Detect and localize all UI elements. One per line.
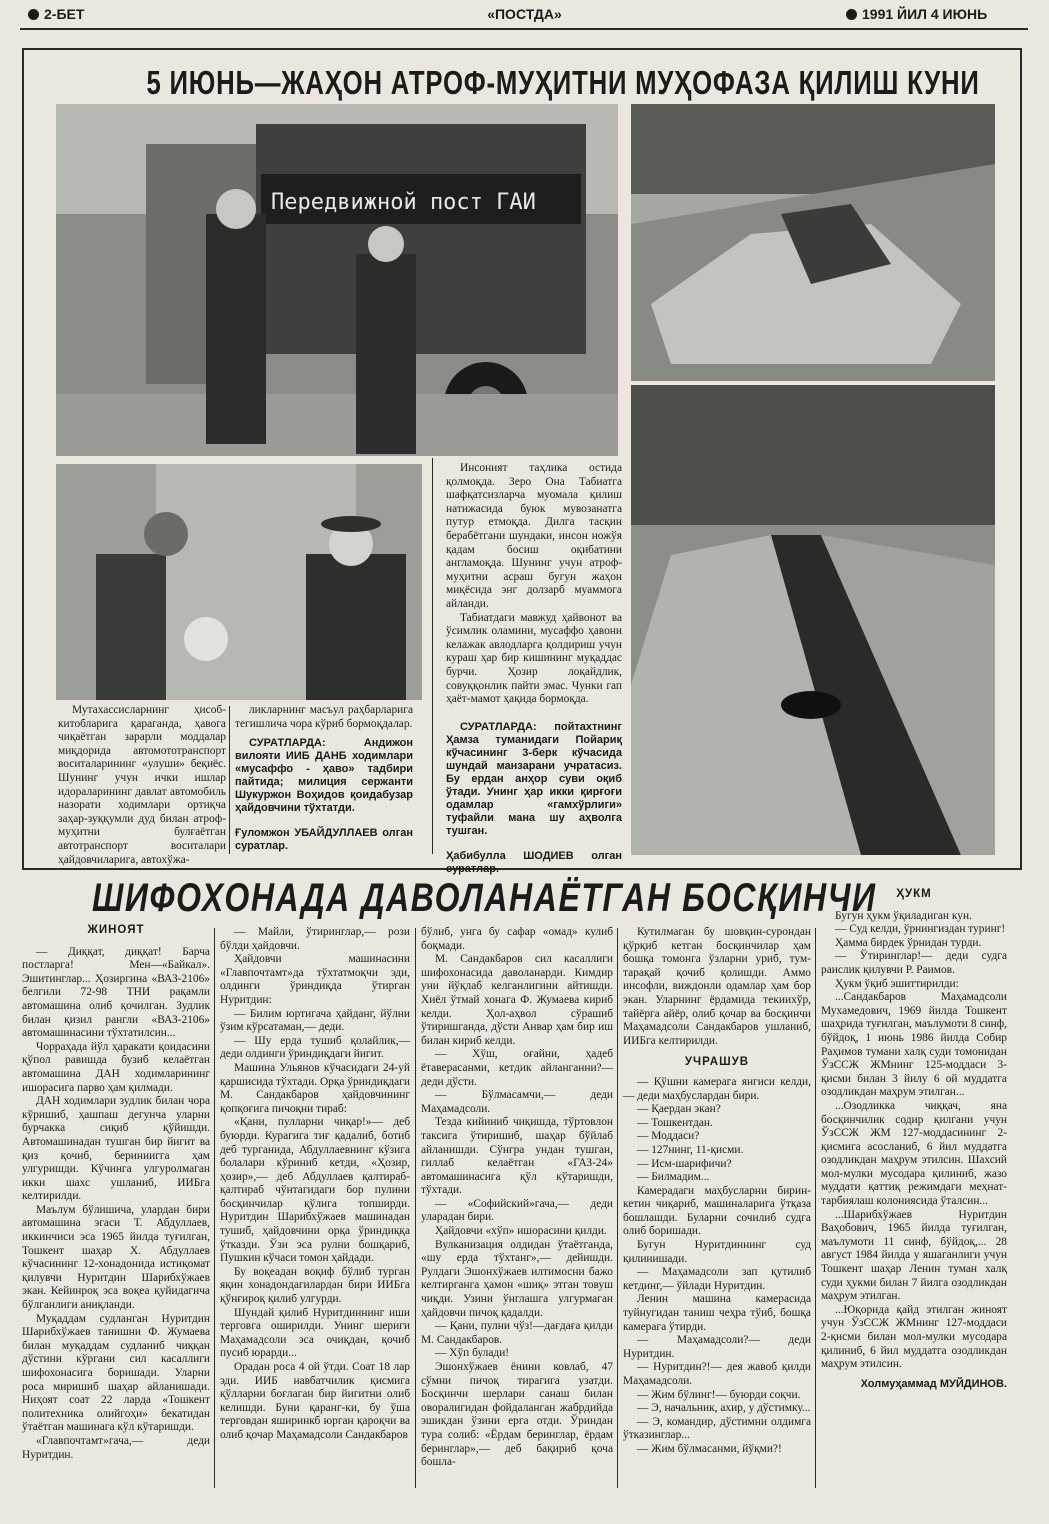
header-rule [20, 28, 1028, 30]
story-paragraph: Бугун Нуритдиннинг суд қилинишади. [623, 1239, 811, 1265]
story-paragraph: Орадан роса 4 ой ўтди. Соат 18 лар эди. ИИБ навбатчилик қисмига қўлларни боғлаган бир йигитни олиб келишди. Буни қаранг-ки, бу ўша терговдан яширинкб юрган қароқчи ва олиб қочар Маҳамадсоли Сандакбаров [220, 1361, 410, 1441]
story-col3 [421, 926, 613, 1470]
story-paragraph: — Билмадим... [637, 1171, 710, 1184]
story-col2 [220, 926, 410, 1443]
story-paragraph: Шундай қилиб Нуритдиннинг иши терговга оширилди. Унинг шериги Маҳамадсоли эса очиқдан, қочиб пусиб юрарди... [220, 1306, 410, 1360]
story-paragraph: Кутилмаган бу шовқин-сурондан қўрқиб кетган босқинчилар ҳам бошқа томонга ўзларни уриб, тум-тарақай қочиб қолишди. Аммо инсофли, виждонли одамлар ҳам бор экан. Уларнинг ёрдамида текиихўр, тайёрга айёр, олиб қочар ва босқинчи Маҳамадсоли Сандакбаров ушланиб, ИИБга келтирилди. [623, 926, 811, 1047]
story-paragraph: ...Шарибхўжаев Нуритдин Ваҳобович, 1965 йилда туғилган, маълумоти 11 синф, бўйдоқ,... 28 август 1984 йилда у яшаганлиги учун Тошкент шаҳар Ленин туман халқ суди ҳукми билан 7 йилга озодликдан маҳрум этилган. [821, 1208, 1007, 1303]
subheading-meeting: УЧРАШУВ [684, 1056, 750, 1069]
story-paragraph: Бу воқеадан воқиф бўлиб турган яқин хонадондагилардан бири ИИБга қўнғироқ қилиб улгурди. [220, 1265, 410, 1306]
article2-paragraph: Инсоният таҳлика остида қолмоқда. Зеро Она Табиатга шафқатсизларча муомала қилиш натижасида буюк мувозанатга путур етмоқда. Дилга тасқин берабётгани шундаки, инсон ножўя қадам босиш оқибатини англамоқда. Шунинг учун атроф-муҳитни асраш бугун жаҳон миқёсида энг долзарб муаммога айланди. [446, 462, 622, 610]
story-paragraph: — Диққат, диққат! Барча постларга! Мен—«Байкал». Эшитинглар... Ҳозиргина «ВАЗ-2106» белгили 72-98 ТНИ рақамли автомашина олиб қочилган. Зудлик билан қизил рангли «ВАЗ-2106» автомашинасини тўхтатилсин... [22, 945, 210, 1040]
story-paragraph: Маълум бўлишича, улардан бири автомашина эгаси Т. Абдуллаев, иккинчиси эса 1965 йилда туғилган, Тошкент шаҳар Х. Абдуллаев кўчасининг 12-хонадонида истиқомат қилувчи Нуритдин Шарибхўжаев экан. Кейинроқ эса воқеа қуйидагича бўлганлиги аниқланди. [22, 1203, 210, 1312]
story-paragraph: — Э, начальник, ахир, у дўстимку... [637, 1402, 811, 1415]
article2-caption: СУРАТЛАРДА: пойтахтнинг Ҳамза туманидаги Пойариқ кўчасининг 3-берк кўчасида шундай манзарани учратасиз. Бу ердан анҳор суви оқиб ўтади. Унинг ҳар икки қирғоғи одамлар «гамхўрлиги» туфайли мана шу аҳволга тушган. [446, 720, 622, 837]
newspaper-name: «ПОСТДА» [487, 6, 562, 22]
story-paragraph: Камерадаги маҳбусларни бирин-кетин чиқариб, машиналарига ўтқаза бошлашди. Буларни сочилиб судга олиб боришади. [623, 1184, 811, 1238]
page-label: 2-БЕТ [44, 6, 85, 22]
issue-date: 1991 ЙИЛ 4 ИЮНЬ [862, 6, 988, 22]
story-paragraph: Ҳамма бирдек ўрнидан турди. [835, 936, 982, 949]
story-paragraph: — Жим бўлинг!— буюрди соқчи. [637, 1388, 801, 1401]
story-paragraph: Вулканизация олдидан ўтаётганда, «шу ерда тўхтанг»,— дейишди. Рулдаги Эшонхўжаев илтимосни бажо келтирганга ҳамон «шиқ» этган товуш чиқди. Узини ўнглашга улгурмаган ҳайдовчи пичоқ қадалди. [421, 1238, 613, 1319]
story-paragraph: ...Юқорида қайд этилган жиноят учун ЎзССЖ ЖМнинг 127-моддаси 2-қисми билан мол-мулки мусодара қилиниб, 6 йил муддатга озодликдан маҳрум этилсин. [821, 1303, 1007, 1371]
photo-polluted-ditch [631, 385, 995, 855]
story-paragraph: ...Озодликка чиққач, яна босқинчилик содир қилгани учун ЎзССЖ ЖМ 127-моддасининг 2-қисмига асосланиб, 6 йил муддатга озодликдан маҳрум этилсин. Шахсий мол-мулки мусодара қилиниб, жазо муддати қаттиқ режимдаги меҳнат-тарбиялаш колониясида ўталсин... [821, 1099, 1007, 1208]
column-rule [415, 928, 416, 1488]
story-paragraph: бўлиб, унга бу сафар «омад» кулиб боқмади. [421, 926, 613, 952]
story-author: Холмуҳаммад МУЙДИНОВ. [860, 1377, 1007, 1390]
story-paragraph: Чорраҳада йўл ҳаракати қоидасини қўпол равишда бузиб келаётган автомашина ДАН ходимларининг ишорасига парво ҳам қилмади. [22, 1040, 210, 1094]
story-paragraph: — Э, командир, дўстимни олдимга ўтказинглар... [623, 1415, 811, 1442]
story-paragraph: — Тошкентдан. [637, 1116, 713, 1129]
story-col4 [623, 926, 811, 1457]
story-paragraph: — Жим бўлмасанми, йўқми?! [637, 1442, 782, 1455]
column-rule [815, 928, 816, 1488]
article1-col2 [235, 704, 413, 853]
story-paragraph: Ҳайдовчи «хўп» ишорасини қилди. [435, 1225, 607, 1238]
story-paragraph: — Ўтиринглар!— деди судга раислик қилувчи Р. Раимов. [821, 950, 1007, 976]
story-paragraph: — Моддаси? [637, 1130, 700, 1143]
story-paragraph: — Қаердан экан? [637, 1103, 721, 1116]
story-paragraph: — «Софийский»гача,— деди уларадан бири. [421, 1197, 613, 1224]
story-col5 [821, 888, 1007, 1391]
photo-road-debris [631, 104, 995, 381]
photo-gai-post [56, 104, 618, 456]
article1-paragraph: Мутахассисларнинг ҳисоб-китобларига қараганда, ҳавога чиқаётган зарарли моддалар миқдорида автомототранспорт воситаларининг «улуши» беқиёс. Шунинг учун ички ишлар идораларининг давлат автомобиль назорати ходимлари ортиқча заҳар-зуққумли дуд билан атроф-муҳитни булғаётган автотранспорт воситалари ҳайдовчиларига, автохўжа- [58, 704, 226, 866]
column-rule [617, 928, 618, 1488]
article2-paragraph: Табиатдаги мавжуд ҳайвонот ва ўсимлик оламини, мусаффо ҳавони келажак авлодларга қолдириш учун кураш ҳар бир кишининг муқаддас бурчи. Ҳозир лоқайдлик, совуққонлик пайти эмас. Чунки гап ҳаёт-мамот ҳақида бормоқда. [446, 611, 622, 706]
photo-traffic-stop [56, 464, 422, 700]
column-rule [432, 458, 433, 854]
column-rule [214, 928, 215, 1488]
truck-sign-text: Передвижной пост ГАИ [271, 190, 536, 215]
article2-body [446, 462, 622, 876]
article1-caption: СУРАТЛАРДА: Андижон вилояти ИИБ ДАНБ ходимлари «мусаффо - ҳаво» тадбири пайтида; милиция сержанти Шукуржон Воҳидов қоидабузар ҳайдовчини тўхтатди. [235, 737, 413, 815]
story-headline: ШИФОХОНАДА ДАВОЛАНАЁТГАН БОСҚИНЧИ [92, 876, 877, 920]
section-banner: 5 ИЮНЬ—ЖАҲОН АТРОФ-МУҲИТНИ МУҲОФАЗА ҚИЛИШ КУНИ [146, 64, 980, 101]
story-paragraph: — Маҳамадсоли зап қутилиб кетдинг,— ўйлади Нуритдин. [623, 1266, 811, 1292]
story-paragraph: Машина Ульянов кўчасидаги 24-уй қаршисида тўхтади. Орқа ўриндиқдаги М. Сандакбаров ҳайдовчининг қопқоғига пичоқни тираб: [220, 1061, 410, 1115]
story-paragraph: Ленин машина камерасида туйнугидан таниш чеҳра тўиб, бошқа камерага ўтирди. [623, 1293, 811, 1333]
story-paragraph: — 127нинг, 11-қисми. [637, 1143, 744, 1156]
story-paragraph: — Майли, ўтиринглар,— рози бўлди ҳайдовчи. [220, 926, 410, 952]
story-paragraph: — Хўп булади! [435, 1347, 510, 1360]
story-paragraph: Тезда кийиниб чиқишда, тўртовлон таксига ўтиришиб, шаҳар бўйлаб айланишди. Сўнгра ундан тушган, гиллаб келаётган «ГАЗ-24» автомашинасига қўл кўтаришди, тўхтади. [421, 1116, 613, 1197]
story-col1 [22, 924, 210, 1462]
story-paragraph: Ҳукм ўқиб эшиттирилди: [835, 977, 959, 990]
article1-paragraph: ликларнинг масъул раҳбарларига тегишлича чора кўриб бормоқдалар. [235, 704, 413, 730]
article1-col1 [58, 704, 226, 867]
article1-signature: Ғуломжон УБАЙДУЛЛАЕВ олган суратлар. [235, 827, 413, 853]
story-paragraph: — Шу ерда тушиб қолайлик,— деди олдинги ўриндиқдаги йигит. [220, 1034, 410, 1061]
story-paragraph: — Қўшни камерага янгиси келди,— деди маҳбуслардан бири. [623, 1075, 811, 1102]
subheading-verdict: ҲУКМ [896, 888, 932, 900]
story-paragraph: Эшонхўжаев ёнини ковлаб, 47 сўмни пичоқ тирагига узатди. Босқинчи шерлари санаш билан оворалигидан фойдаланган жабрдийда эшикдан ўзини ерга отди. Ўриндан тура солиб: «Ёрдам беринглар, ёрдам беринглар»,— деб бақириб қоча бошла- [421, 1361, 613, 1469]
story-paragraph: ДАН ходимлари зудлик билан чора кўришиб, ҳашпаш дегунча уларни бурчакка сиқиб қўйишди. Автомашинадан тушган бир йигит ва қиз қочиб, бериниигга ҳам улгуришди. Кўчинга улгуролмаган икки шахс ушланиб, ИИБга келтирилди. [22, 1095, 210, 1203]
story-paragraph: — Қани, пулни чўз!—дағдаға қилди М. Сандакбаров. [421, 1320, 613, 1346]
story-paragraph: — Маҳамадсоли?— деди Нуритдин. [623, 1334, 811, 1360]
story-paragraph: — Хўш, оғайни, ҳадеб ётаверасанми, кетдик айланганни?— деди дўсти. [421, 1048, 613, 1088]
story-paragraph: Ҳайдовчи машинасини «Главпочтамт»да тўхтатмоқчи эди, олдинги ўриндиқда ўтирган Нуритдин: [220, 953, 410, 1006]
issue-date-wrap [846, 6, 987, 22]
story-paragraph: Муқаддам судланган Нуритдин Шарибхўжаев танишни Ф. Жумаева билан муқаддам судланиб чиққан дўстини кўргани сил касаллиги шифохонасига боришади. Уларни роса миришиб шаҳар айланишади. Ниҳоят соат 22 ларда «Тошкент политехника олийгоҳи» бекатидан ўтаётган машинага кўл кўтаришди. [22, 1312, 210, 1434]
story-paragraph: — Суд келди, ўрнингиздан туринг! [835, 923, 1006, 936]
story-paragraph: «Главпочтамт»гача,— деди Нуритдин. [22, 1434, 210, 1461]
story-paragraph: Бугун ҳукм ўқиладиган кун. [835, 909, 972, 922]
article2-signature: Ҳабибулла ШОДИЕВ олган суратлар. [446, 849, 622, 875]
bullet-icon [846, 9, 857, 20]
story-paragraph: — Нуритдин?!— дея жавоб қилди Маҳамадсоли. [623, 1361, 811, 1387]
story-paragraph: ...Сандакбаров Маҳамадсоли Мухамедович, 1969 йилда Тошкент шаҳрида туғилган, маълумоти 8 синф, бўйдоқ, 1 июнь 1986 йилда Собир Раҳимов тумани халқ суди томонидан ЎзССЖ ЖМнинг 125-моддаси 3-қисми билан 3 йилу 6 ой муддатга озодликдан маҳрум этилган... [821, 991, 1007, 1099]
story-paragraph: — Исм-шарифичи? [637, 1157, 732, 1170]
story-paragraph: М. Сандакбаров сил касаллиги шифохонасида даволанарди. Кимдир уни йўқлаб келганлигини айтишди. Хиёл ўтмай хонага Ф. Жумаева кириб келди. Ҳол-аҳвол сўрашиб ўтиришганда, дўсти Анвар ҳам бир иш билан кириб келди. [421, 953, 613, 1047]
column-rule [229, 706, 230, 854]
subheading-crime: ЖИНОЯТ [87, 924, 145, 936]
story-paragraph: — Билим юртигача ҳайданг, йўлни ўзим кўрсатаман,— деди. [220, 1007, 410, 1034]
story-paragraph: — Бўлмасамчи,— деди Маҳамадсоли. [421, 1089, 613, 1115]
story-paragraph: «Қани, пулларни чиқар!»— деб буюрди. Курагига тиғ қадалиб, ботиб деб турганида, Абдуллаевнинг кўзига болалари кўриниб кетди, «Ҳозир, ҳозир»,— деб Абдуллаев қалтираб-қалтираб чўнтагидаги бор пулини босқинчилар қўлига топширди. Нуритдин Шарибхўжаев машинадан тушиб, ҳайдовчини орқа ўриндиққа ўтказди. Ўзи эса рулни бошқариб, Пушкин кўчаси томон ҳайдади. [220, 1116, 410, 1265]
